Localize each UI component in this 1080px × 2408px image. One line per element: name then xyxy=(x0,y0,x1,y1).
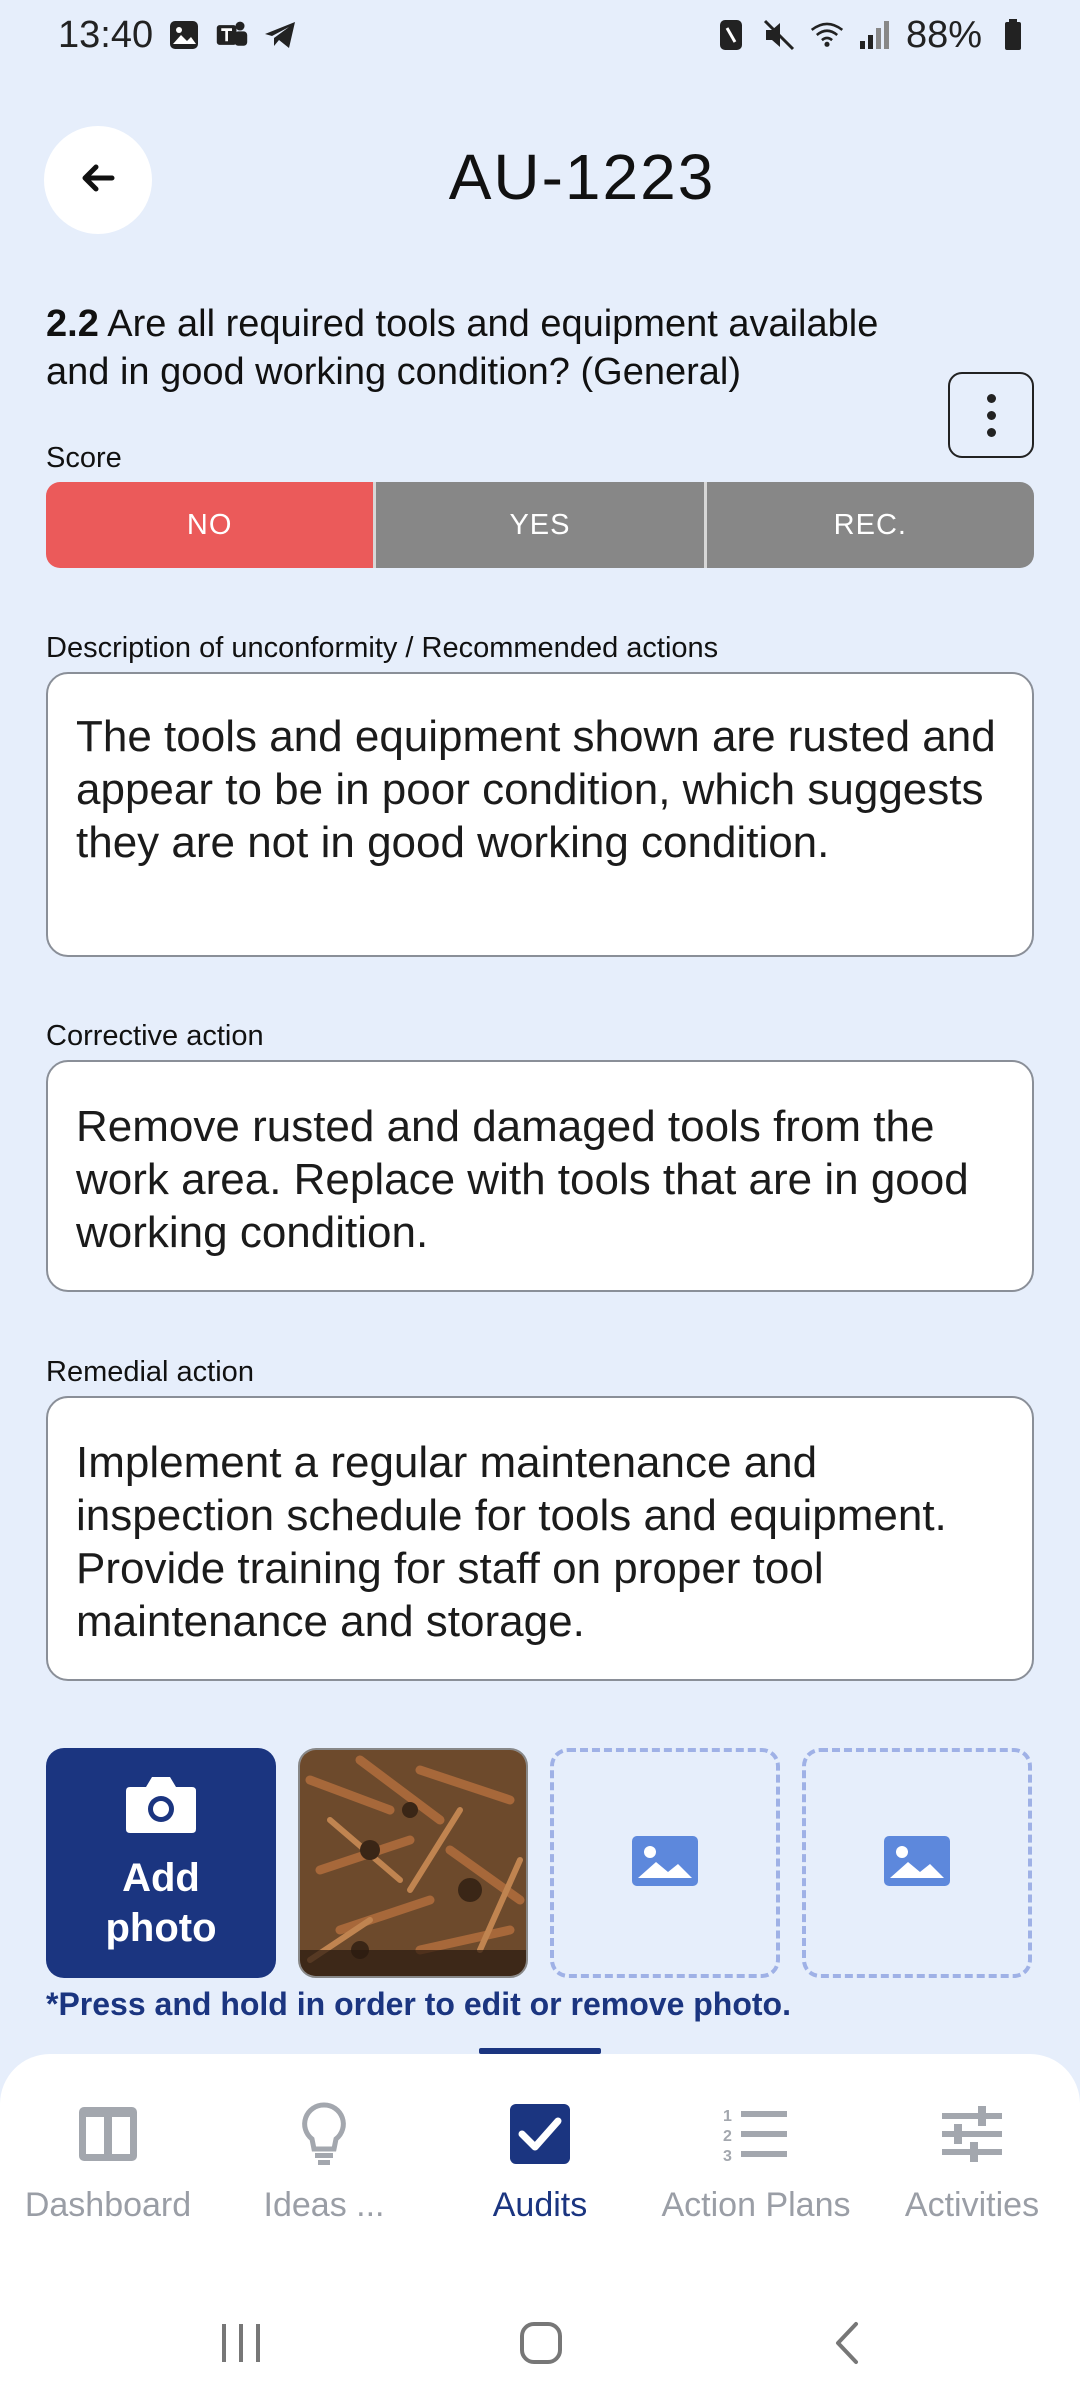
status-time: 13:40 xyxy=(58,13,154,56)
telegram-icon xyxy=(263,18,297,52)
description-field[interactable]: The tools and equipment shown are rusted and appear to be in poor condition, which suggests they are not in good working condition. xyxy=(46,672,1034,957)
score-yes-button[interactable]: YES xyxy=(373,482,703,568)
photo-thumbnail[interactable] xyxy=(298,1748,528,1978)
score-rec-button[interactable]: REC. xyxy=(704,482,1034,568)
photo-slot-empty[interactable] xyxy=(802,1748,1032,1978)
photo-slot-empty[interactable] xyxy=(550,1748,780,1978)
nav-label: Ideas ... xyxy=(263,2186,385,2224)
camera-icon xyxy=(124,1773,198,1853)
remedial-action-field[interactable]: Implement a regular maintenance and inspection schedule for tools and equipment. Provide training for staff on proper tool maintenance and storage. xyxy=(46,1396,1034,1681)
nav-label: Action Plans xyxy=(661,2186,851,2224)
status-bar xyxy=(0,0,1080,70)
mute-icon xyxy=(762,18,796,52)
battery-percent: 88% xyxy=(905,13,982,56)
active-tab-indicator xyxy=(479,2048,601,2054)
home-icon[interactable] xyxy=(518,2320,564,2371)
photo-hint: *Press and hold in order to edit or remove photo. xyxy=(46,1986,791,2022)
signal-icon xyxy=(858,18,892,52)
svg-text:2: 2 xyxy=(723,2128,732,2145)
add-photo-label-1: Add xyxy=(122,1856,200,1900)
score-no-button[interactable]: NO xyxy=(46,482,373,568)
system-nav-bar xyxy=(0,2300,1080,2390)
dashboard-icon xyxy=(77,2098,139,2170)
svg-text:3: 3 xyxy=(723,2148,732,2164)
photo-row xyxy=(46,1748,1034,1978)
more-vertical-icon xyxy=(987,394,996,437)
nav-item-action-plans[interactable] xyxy=(648,2098,864,2225)
numbered-list-icon xyxy=(723,2098,789,2170)
wifi-icon xyxy=(810,18,844,52)
back-nav-icon[interactable] xyxy=(828,2320,868,2371)
nav-item-activities[interactable] xyxy=(864,2098,1080,2225)
status-left xyxy=(58,14,297,57)
recent-apps-icon[interactable] xyxy=(218,2320,264,2371)
teams-icon xyxy=(215,18,249,52)
image-placeholder-icon xyxy=(882,1834,952,1893)
battery-icon xyxy=(996,18,1030,52)
score-label: Score xyxy=(46,442,122,474)
corrective-action-field[interactable]: Remove rusted and damaged tools from the work area. Replace with tools that are in good working condition. xyxy=(46,1060,1034,1292)
lightbulb-icon xyxy=(301,2098,347,2170)
image-placeholder-icon xyxy=(630,1834,700,1893)
svg-text:1: 1 xyxy=(723,2108,732,2125)
checkbox-icon xyxy=(508,2098,572,2170)
add-photo-label-2: photo xyxy=(105,1906,217,1950)
remedial-label: Remedial action xyxy=(46,1356,254,1388)
corrective-label: Corrective action xyxy=(46,1020,264,1052)
nav-item-audits[interactable] xyxy=(432,2098,648,2225)
nav-item-ideas[interactable] xyxy=(216,2098,432,2225)
page-title: AU-1223 xyxy=(448,141,716,213)
nav-label: Activities xyxy=(904,2186,1040,2224)
nav-label: Dashboard xyxy=(24,2186,192,2224)
question-number: 2.2 xyxy=(46,303,99,345)
nav-item-dashboard[interactable] xyxy=(0,2098,216,2225)
question-text xyxy=(46,300,946,396)
add-photo-button[interactable] xyxy=(46,1748,276,1978)
question-body: Are all required tools and equipment available and in good working condition? (General) xyxy=(46,303,879,393)
description-label: Description of unconformity / Recommended actions xyxy=(46,632,719,664)
nfc-icon xyxy=(714,18,748,52)
status-right xyxy=(714,14,1030,57)
sliders-icon xyxy=(940,2098,1004,2170)
nav-items xyxy=(0,2098,1080,2225)
nav-label: Audits xyxy=(492,2186,588,2224)
score-selector xyxy=(46,482,1034,568)
gallery-icon xyxy=(167,18,201,52)
question-menu-button[interactable] xyxy=(948,372,1034,458)
